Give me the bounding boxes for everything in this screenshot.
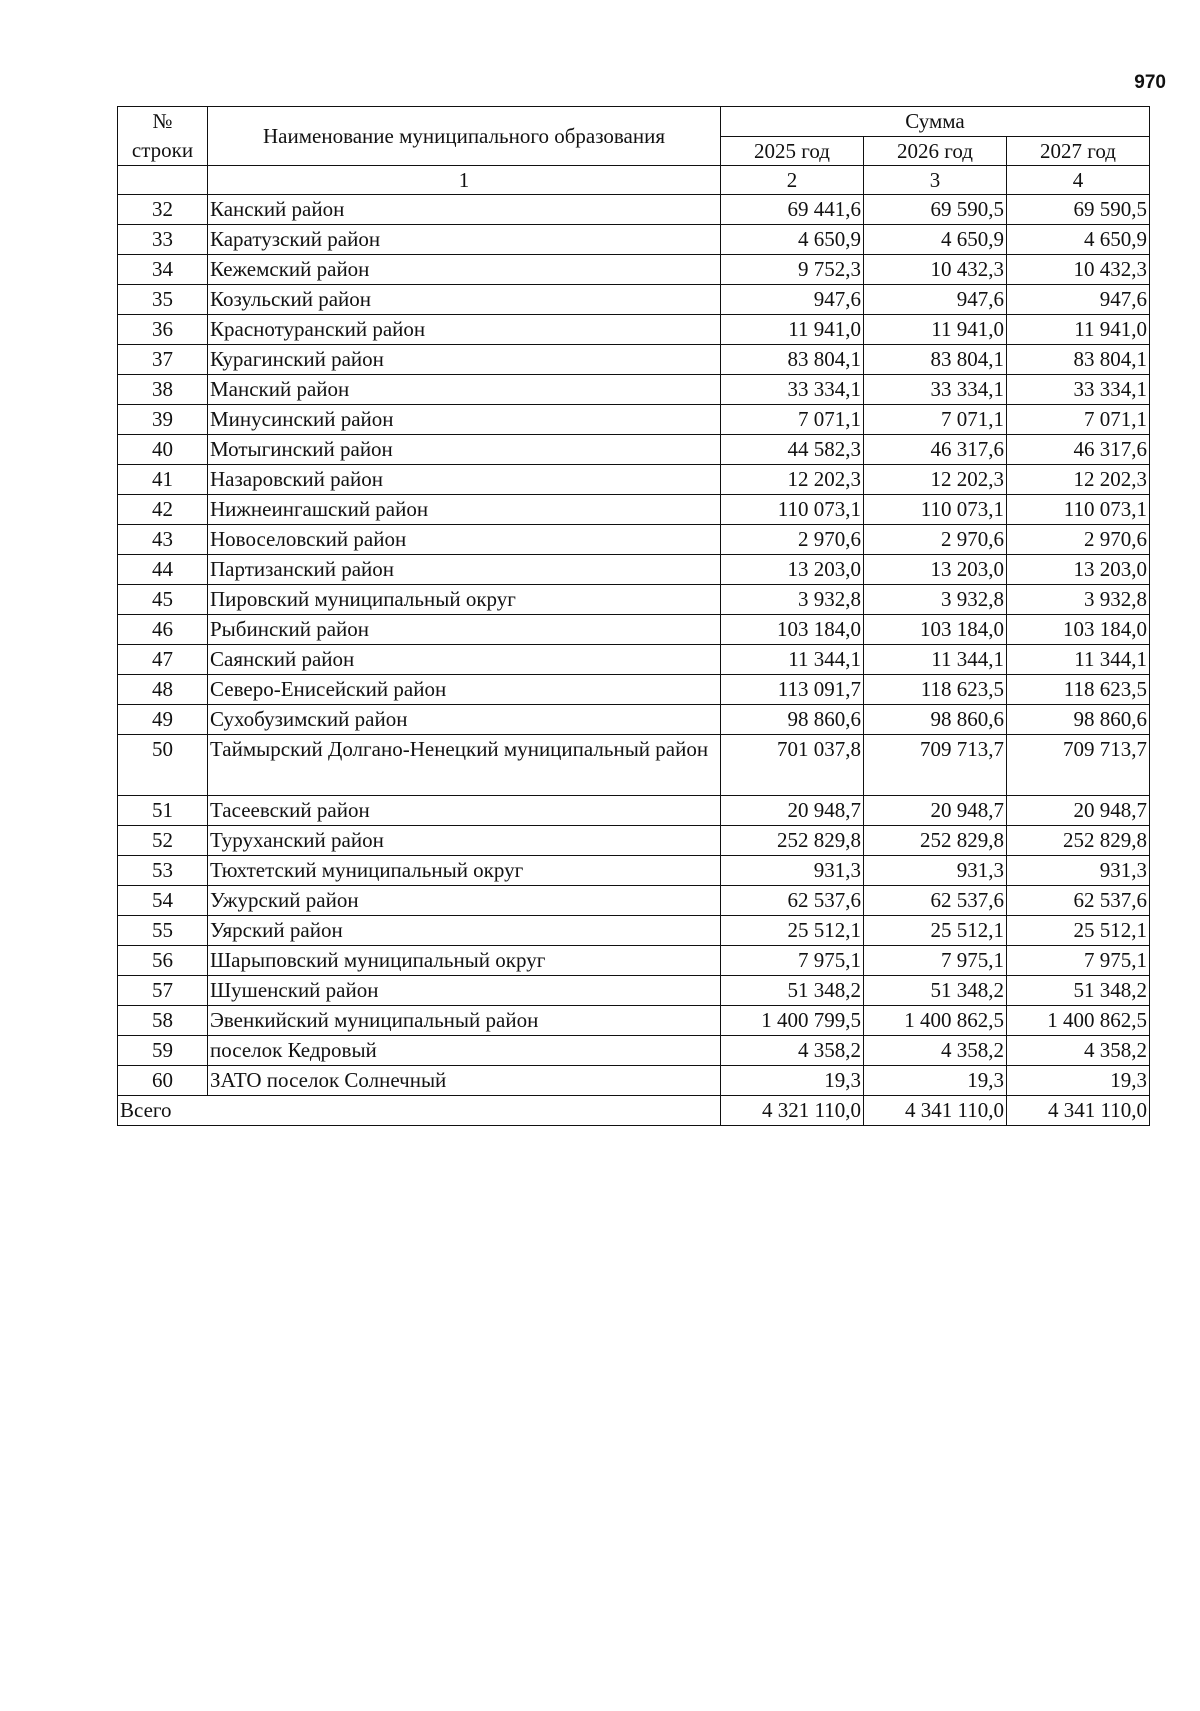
row-number: 43	[118, 525, 208, 555]
row-number: 33	[118, 225, 208, 255]
municipality-name: Уярский район	[208, 916, 721, 946]
municipality-name: Манский район	[208, 375, 721, 405]
row-number: 32	[118, 195, 208, 225]
row-number: 39	[118, 405, 208, 435]
value-2027: 11 941,0	[1007, 315, 1150, 345]
value-2025: 44 582,3	[721, 435, 864, 465]
value-2027: 11 344,1	[1007, 645, 1150, 675]
column-number-empty	[118, 166, 208, 195]
total-row	[118, 1096, 1150, 1126]
value-2025: 701 037,8	[721, 735, 864, 796]
municipality-name: Эвенкийский муниципальный район	[208, 1006, 721, 1036]
municipality-name: Сухобузимский район	[208, 705, 721, 735]
value-2026: 118 623,5	[864, 675, 1007, 705]
table-row	[118, 735, 1150, 796]
column-number-row	[118, 166, 1150, 195]
value-2026: 98 860,6	[864, 705, 1007, 735]
municipality-name: Минусинский район	[208, 405, 721, 435]
value-2026: 252 829,8	[864, 826, 1007, 856]
total-2026: 4 341 110,0	[864, 1096, 1007, 1126]
municipality-name: поселок Кедровый	[208, 1036, 721, 1066]
column-number-1: 1	[208, 166, 721, 195]
value-2025: 20 948,7	[721, 796, 864, 826]
row-number: 51	[118, 796, 208, 826]
table-row	[118, 705, 1150, 735]
municipality-name: Тюхтетский муниципальный округ	[208, 856, 721, 886]
row-number: 36	[118, 315, 208, 345]
municipality-name: Шарыповский муниципальный округ	[208, 946, 721, 976]
municipality-name: Шушенский район	[208, 976, 721, 1006]
table-body	[118, 107, 1150, 1126]
value-2025: 83 804,1	[721, 345, 864, 375]
column-number-2: 2	[721, 166, 864, 195]
value-2025: 12 202,3	[721, 465, 864, 495]
table-row	[118, 465, 1150, 495]
value-2025: 9 752,3	[721, 255, 864, 285]
total-label: Всего	[118, 1096, 721, 1126]
value-2027: 33 334,1	[1007, 375, 1150, 405]
table-row	[118, 976, 1150, 1006]
value-2027: 1 400 862,5	[1007, 1006, 1150, 1036]
value-2026: 13 203,0	[864, 555, 1007, 585]
value-2027: 118 623,5	[1007, 675, 1150, 705]
value-2027: 4 358,2	[1007, 1036, 1150, 1066]
value-2025: 25 512,1	[721, 916, 864, 946]
value-2027: 46 317,6	[1007, 435, 1150, 465]
table-row	[118, 525, 1150, 555]
table-row	[118, 255, 1150, 285]
table-row	[118, 826, 1150, 856]
value-2025: 7 975,1	[721, 946, 864, 976]
header-year-2025: 2025 год	[721, 136, 864, 166]
header-row-number-symbol: №	[152, 109, 173, 133]
value-2025: 947,6	[721, 285, 864, 315]
value-2027: 7 975,1	[1007, 946, 1150, 976]
table-row	[118, 1066, 1150, 1096]
header-year-2027: 2027 год	[1007, 136, 1150, 166]
value-2027: 83 804,1	[1007, 345, 1150, 375]
row-number: 49	[118, 705, 208, 735]
value-2025: 7 071,1	[721, 405, 864, 435]
municipality-name: Мотыгинский район	[208, 435, 721, 465]
value-2026: 33 334,1	[864, 375, 1007, 405]
row-number: 54	[118, 886, 208, 916]
value-2026: 25 512,1	[864, 916, 1007, 946]
value-2026: 51 348,2	[864, 976, 1007, 1006]
table-row	[118, 285, 1150, 315]
row-number: 46	[118, 615, 208, 645]
value-2027: 252 829,8	[1007, 826, 1150, 856]
row-number: 48	[118, 675, 208, 705]
value-2027: 20 948,7	[1007, 796, 1150, 826]
header-year-2026: 2026 год	[864, 136, 1007, 166]
value-2026: 709 713,7	[864, 735, 1007, 796]
table-row	[118, 615, 1150, 645]
table-row	[118, 886, 1150, 916]
table-row	[118, 796, 1150, 826]
table-row	[118, 1036, 1150, 1066]
header-row-1	[118, 107, 1150, 137]
row-number: 57	[118, 976, 208, 1006]
value-2025: 3 932,8	[721, 585, 864, 615]
value-2025: 98 860,6	[721, 705, 864, 735]
value-2025: 69 441,6	[721, 195, 864, 225]
municipality-name: Пировский муниципальный округ	[208, 585, 721, 615]
column-number-4: 4	[1007, 166, 1150, 195]
value-2026: 931,3	[864, 856, 1007, 886]
page-number: 970	[1134, 72, 1166, 93]
value-2026: 46 317,6	[864, 435, 1007, 465]
header-name: Наименование муниципального образования	[208, 107, 721, 166]
value-2027: 69 590,5	[1007, 195, 1150, 225]
table-row	[118, 645, 1150, 675]
table-row	[118, 675, 1150, 705]
municipality-name: Тасеевский район	[208, 796, 721, 826]
value-2026: 19,3	[864, 1066, 1007, 1096]
budget-table	[117, 106, 1150, 1126]
value-2026: 11 941,0	[864, 315, 1007, 345]
table-row	[118, 345, 1150, 375]
municipality-name: Козульский район	[208, 285, 721, 315]
value-2027: 7 071,1	[1007, 405, 1150, 435]
municipality-name: ЗАТО поселок Солнечный	[208, 1066, 721, 1096]
municipality-name: Саянский район	[208, 645, 721, 675]
municipality-name: Ужурский район	[208, 886, 721, 916]
value-2026: 69 590,5	[864, 195, 1007, 225]
value-2025: 103 184,0	[721, 615, 864, 645]
value-2027: 98 860,6	[1007, 705, 1150, 735]
row-number: 52	[118, 826, 208, 856]
value-2025: 113 091,7	[721, 675, 864, 705]
municipality-name: Краснотуранский район	[208, 315, 721, 345]
value-2025: 4 358,2	[721, 1036, 864, 1066]
value-2025: 13 203,0	[721, 555, 864, 585]
header-row-number-label: строки	[131, 138, 194, 162]
row-number: 56	[118, 946, 208, 976]
table-row	[118, 946, 1150, 976]
municipality-name: Кежемский район	[208, 255, 721, 285]
value-2026: 10 432,3	[864, 255, 1007, 285]
value-2027: 2 970,6	[1007, 525, 1150, 555]
municipality-name: Назаровский район	[208, 465, 721, 495]
table-row	[118, 405, 1150, 435]
row-number: 38	[118, 375, 208, 405]
value-2025: 931,3	[721, 856, 864, 886]
table-row	[118, 555, 1150, 585]
municipality-name: Канский район	[208, 195, 721, 225]
municipality-name: Северо-Енисейский район	[208, 675, 721, 705]
value-2027: 25 512,1	[1007, 916, 1150, 946]
value-2027: 10 432,3	[1007, 255, 1150, 285]
row-number: 45	[118, 585, 208, 615]
value-2027: 13 203,0	[1007, 555, 1150, 585]
value-2025: 19,3	[721, 1066, 864, 1096]
value-2026: 110 073,1	[864, 495, 1007, 525]
row-number: 41	[118, 465, 208, 495]
value-2026: 4 358,2	[864, 1036, 1007, 1066]
table-row	[118, 916, 1150, 946]
value-2025: 62 537,6	[721, 886, 864, 916]
row-number: 50	[118, 735, 208, 796]
value-2025: 11 344,1	[721, 645, 864, 675]
total-2025: 4 321 110,0	[721, 1096, 864, 1126]
row-number: 34	[118, 255, 208, 285]
value-2027: 931,3	[1007, 856, 1150, 886]
value-2025: 1 400 799,5	[721, 1006, 864, 1036]
value-2026: 103 184,0	[864, 615, 1007, 645]
value-2027: 3 932,8	[1007, 585, 1150, 615]
value-2026: 7 071,1	[864, 405, 1007, 435]
value-2027: 62 537,6	[1007, 886, 1150, 916]
value-2025: 252 829,8	[721, 826, 864, 856]
table-row	[118, 195, 1150, 225]
row-number: 42	[118, 495, 208, 525]
value-2025: 2 970,6	[721, 525, 864, 555]
municipality-name: Таймырский Долгано-Ненецкий муниципальный район	[208, 735, 721, 796]
value-2026: 3 932,8	[864, 585, 1007, 615]
value-2027: 110 073,1	[1007, 495, 1150, 525]
value-2025: 33 334,1	[721, 375, 864, 405]
table-row	[118, 375, 1150, 405]
value-2026: 12 202,3	[864, 465, 1007, 495]
value-2027: 19,3	[1007, 1066, 1150, 1096]
table-row	[118, 856, 1150, 886]
value-2025: 110 073,1	[721, 495, 864, 525]
municipality-name: Новоселовский район	[208, 525, 721, 555]
row-number: 53	[118, 856, 208, 886]
value-2027: 51 348,2	[1007, 976, 1150, 1006]
header-sum: Сумма	[721, 107, 1150, 137]
value-2026: 4 650,9	[864, 225, 1007, 255]
value-2027: 4 650,9	[1007, 225, 1150, 255]
municipality-name: Туруханский район	[208, 826, 721, 856]
header-row-number	[118, 107, 208, 166]
row-number: 44	[118, 555, 208, 585]
value-2026: 2 970,6	[864, 525, 1007, 555]
municipality-name: Нижнеингашский район	[208, 495, 721, 525]
row-number: 60	[118, 1066, 208, 1096]
value-2025: 51 348,2	[721, 976, 864, 1006]
row-number: 40	[118, 435, 208, 465]
municipality-name: Партизанский район	[208, 555, 721, 585]
row-number: 55	[118, 916, 208, 946]
table-row	[118, 225, 1150, 255]
table-row	[118, 1006, 1150, 1036]
value-2026: 20 948,7	[864, 796, 1007, 826]
value-2025: 11 941,0	[721, 315, 864, 345]
value-2027: 103 184,0	[1007, 615, 1150, 645]
table-row	[118, 435, 1150, 465]
table-row	[118, 585, 1150, 615]
value-2026: 11 344,1	[864, 645, 1007, 675]
value-2026: 1 400 862,5	[864, 1006, 1007, 1036]
column-number-3: 3	[864, 166, 1007, 195]
row-number: 37	[118, 345, 208, 375]
municipality-name: Рыбинский район	[208, 615, 721, 645]
value-2026: 83 804,1	[864, 345, 1007, 375]
value-2026: 7 975,1	[864, 946, 1007, 976]
value-2027: 947,6	[1007, 285, 1150, 315]
value-2026: 62 537,6	[864, 886, 1007, 916]
table-row	[118, 495, 1150, 525]
value-2027: 709 713,7	[1007, 735, 1150, 796]
row-number: 47	[118, 645, 208, 675]
value-2025: 4 650,9	[721, 225, 864, 255]
row-number: 35	[118, 285, 208, 315]
table-row	[118, 315, 1150, 345]
municipality-name: Курагинский район	[208, 345, 721, 375]
total-2027: 4 341 110,0	[1007, 1096, 1150, 1126]
row-number: 59	[118, 1036, 208, 1066]
row-number: 58	[118, 1006, 208, 1036]
value-2026: 947,6	[864, 285, 1007, 315]
municipality-name: Каратузский район	[208, 225, 721, 255]
value-2027: 12 202,3	[1007, 465, 1150, 495]
